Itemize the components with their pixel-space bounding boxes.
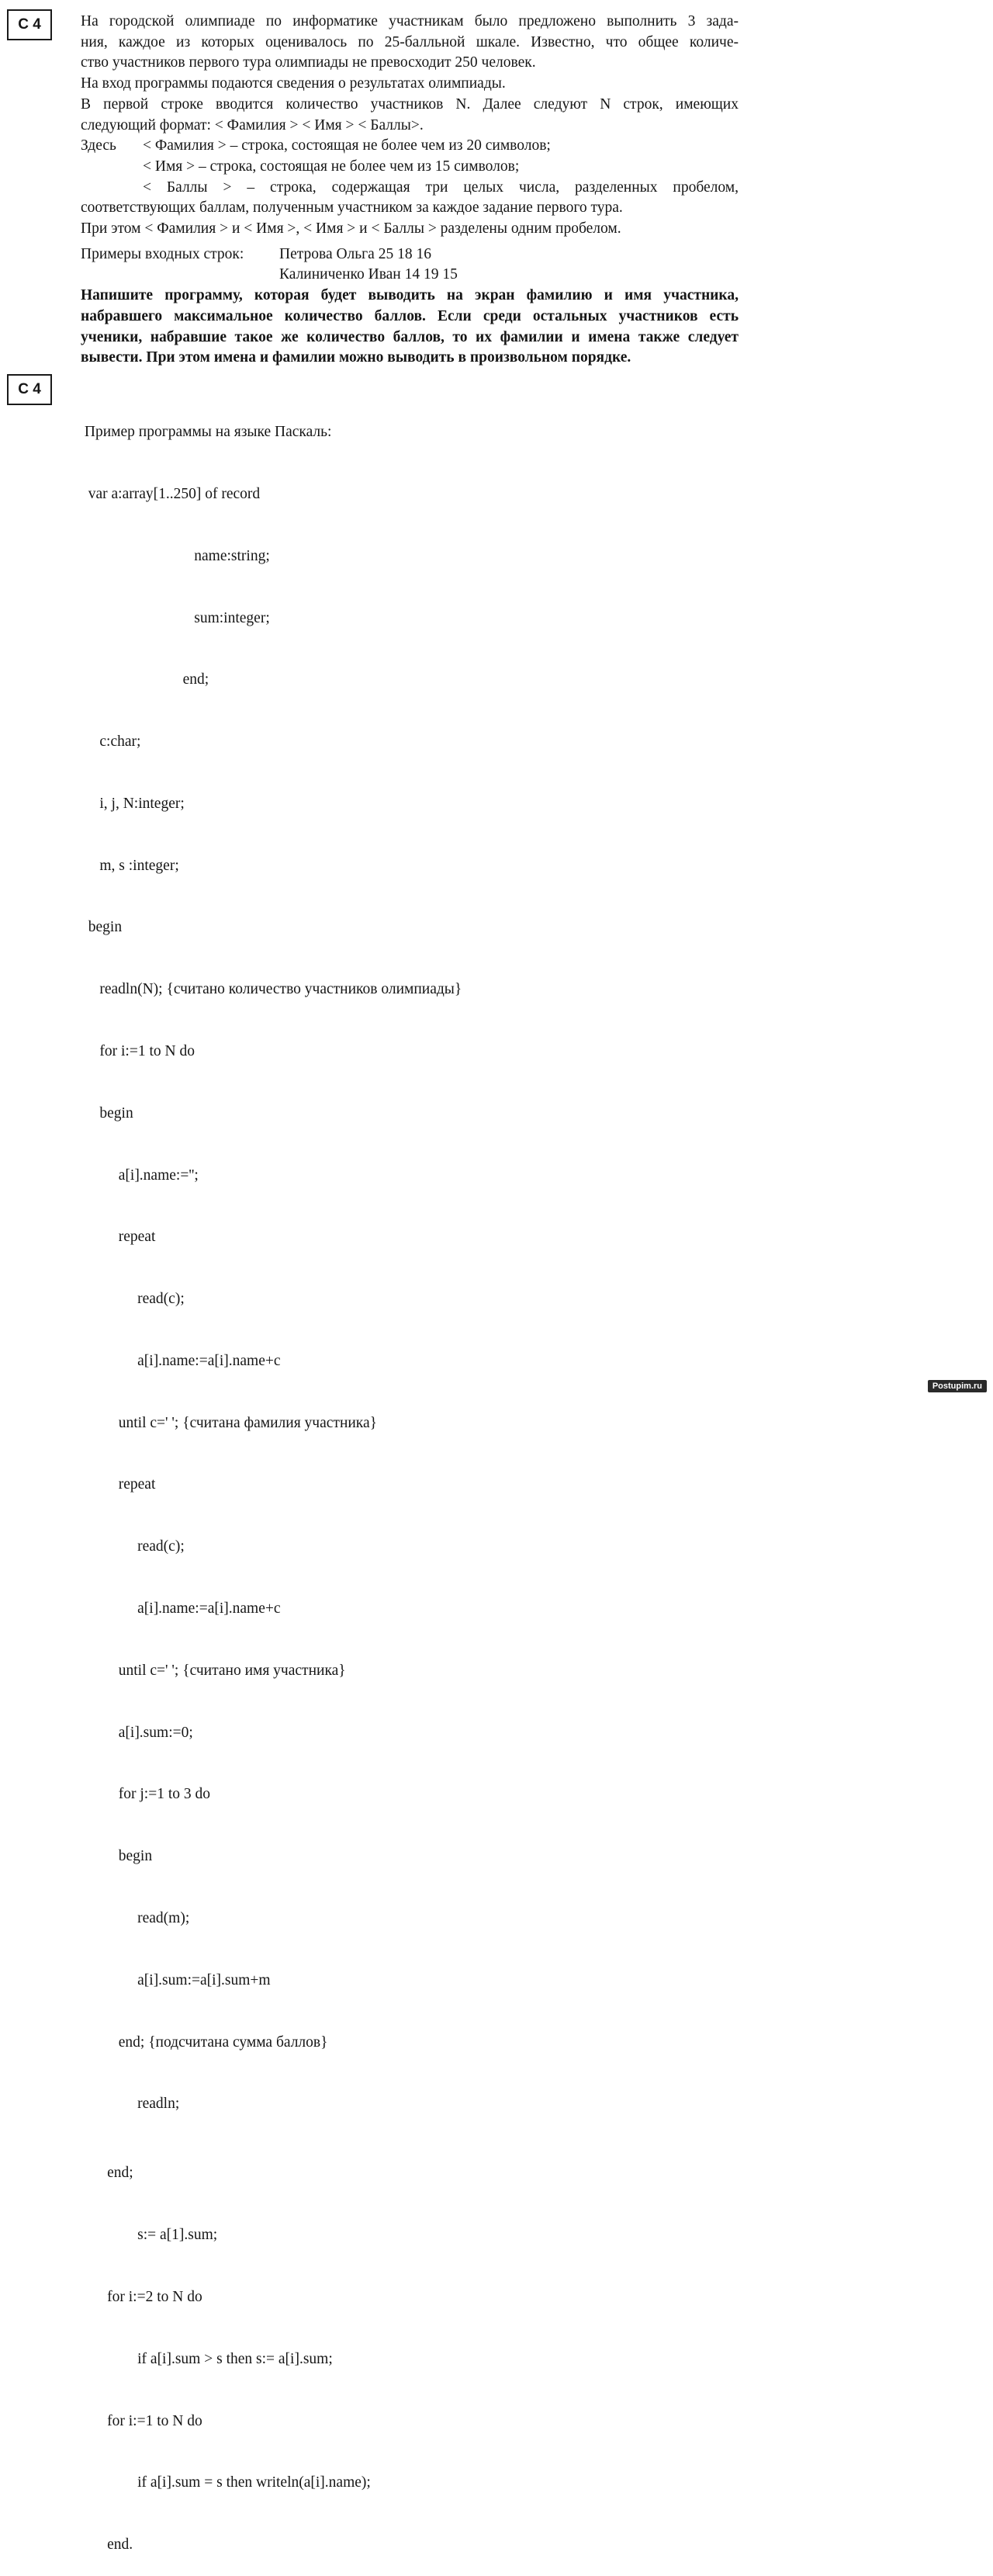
code-line: end; {подсчитана сумма баллов} <box>81 2033 328 2051</box>
code-line: read(c); <box>81 1538 185 1555</box>
code-line: begin <box>81 1104 133 1122</box>
code-line: for i:=2 to N do <box>81 2289 202 2306</box>
definition-surname: < Фамилия > – строка, состоящая не более чем из 20 символов; <box>143 137 551 154</box>
code-line: end. <box>81 2536 133 2553</box>
definition-name: < Имя > – строка, состоящая не более чем из 15 символов; <box>143 158 520 175</box>
code-line: Пример программы на языке Паскаль: <box>81 424 332 441</box>
format-line: следующий формат: < Фамилия > < Имя > < Баллы>. <box>81 116 424 133</box>
code-line: readln(N); {считано количество участников олимпиады} <box>81 981 462 998</box>
task-line: набравшего максимальное количество баллов. Если среди остальных участников есть <box>81 307 739 324</box>
code-line: s:= a[1].sum; <box>81 2227 218 2244</box>
code-line: a[i].sum:=a[i].sum+m <box>81 1971 271 1988</box>
code-line: until c=' '; {считана фамилия участника} <box>81 1414 378 1431</box>
code-line: a[i].name:=a[i].name+c <box>81 1352 281 1369</box>
input-intro: На вход программы подаются сведения о результатах олимпиады. <box>81 75 506 92</box>
code-line: a[i].name:=a[i].name+c <box>81 1600 281 1617</box>
code-line: begin <box>81 1848 153 1865</box>
code-line: for i:=1 to N do <box>81 2412 202 2429</box>
code-line: var a:array[1..250] of record <box>81 485 261 502</box>
code-line: read(m); <box>81 1909 190 1926</box>
code-line: m, s :integer; <box>81 857 179 874</box>
code-line: end; <box>81 671 209 688</box>
examples-row <box>81 244 739 286</box>
code-line: name:string; <box>81 547 270 564</box>
code-line: c:char; <box>81 733 141 751</box>
code-line: sum:integer; <box>81 609 270 626</box>
code-line: readln; <box>81 2096 180 2113</box>
problem-statement <box>81 12 739 369</box>
code-line: a[i].name:=''; <box>81 1167 199 1184</box>
definition-scores-cont: соответствующих баллам, полученным участником за каждое задание первого тура. <box>81 199 623 217</box>
site-watermark: Postupim.ru <box>928 1380 987 1392</box>
code-line: for j:=1 to 3 do <box>81 1786 210 1803</box>
code-line: i, j, N:integer; <box>81 795 185 812</box>
intro-line: На городской олимпиаде по информатике участникам было предложено выполнить 3 зада- <box>81 13 739 29</box>
task-line: вывести. При этом имена и фамилии можно выводить в произвольном порядке. <box>81 349 631 366</box>
code-line: read(c); <box>81 1291 185 1308</box>
task-line: Напишите программу, которая будет выводить на экран фамилию и имя участника, <box>81 287 739 304</box>
code-line: for i:=1 to N do <box>81 1043 195 1059</box>
examples-label: Примеры входных строк: <box>81 245 244 262</box>
format-line: В первой строке вводится количество участников N. Далее следуют N строк, имеющих <box>81 95 739 113</box>
example-line: Калиниченко Иван 14 19 15 <box>279 266 458 283</box>
solution-label-badge: C 4 <box>7 374 52 405</box>
here-label: Здесь <box>81 137 116 154</box>
code-line: begin <box>81 919 123 936</box>
problem-label-badge: C 4 <box>7 9 52 40</box>
code-line: until c=' '; {считано имя участника} <box>81 1662 346 1679</box>
code-line: repeat <box>81 1476 156 1493</box>
examples-list <box>279 244 739 286</box>
intro-line: ство участников первого тура олимпиады не превосходит 250 человек. <box>81 54 536 71</box>
definition-scores: < Баллы > – строка, содержащая три целых числа, разделенных пробелом, <box>143 179 739 196</box>
task-line: ученики, набравшие такое же количество баллов, то их фамилии и имена также следует <box>81 328 739 345</box>
code-line: repeat <box>81 1229 156 1246</box>
code-line: if a[i].sum = s then writeln(a[i].name); <box>81 2474 371 2491</box>
code-line: if a[i].sum > s then s:= a[i].sum; <box>81 2350 333 2367</box>
separator-note: При этом < Фамилия > и < Имя >, < Имя > и < Баллы > разделены одним пробелом. <box>81 220 621 237</box>
intro-line: ния, каждое из которых оценивалось по 25-балльной шкале. Известно, что общее количе- <box>81 33 739 50</box>
code-line: a[i].sum:=0; <box>81 1724 193 1741</box>
example-line: Петрова Ольга 25 18 16 <box>279 245 431 262</box>
code-line: end; <box>81 2165 133 2182</box>
definition-row <box>81 136 739 157</box>
pascal-code-block <box>81 381 739 2576</box>
